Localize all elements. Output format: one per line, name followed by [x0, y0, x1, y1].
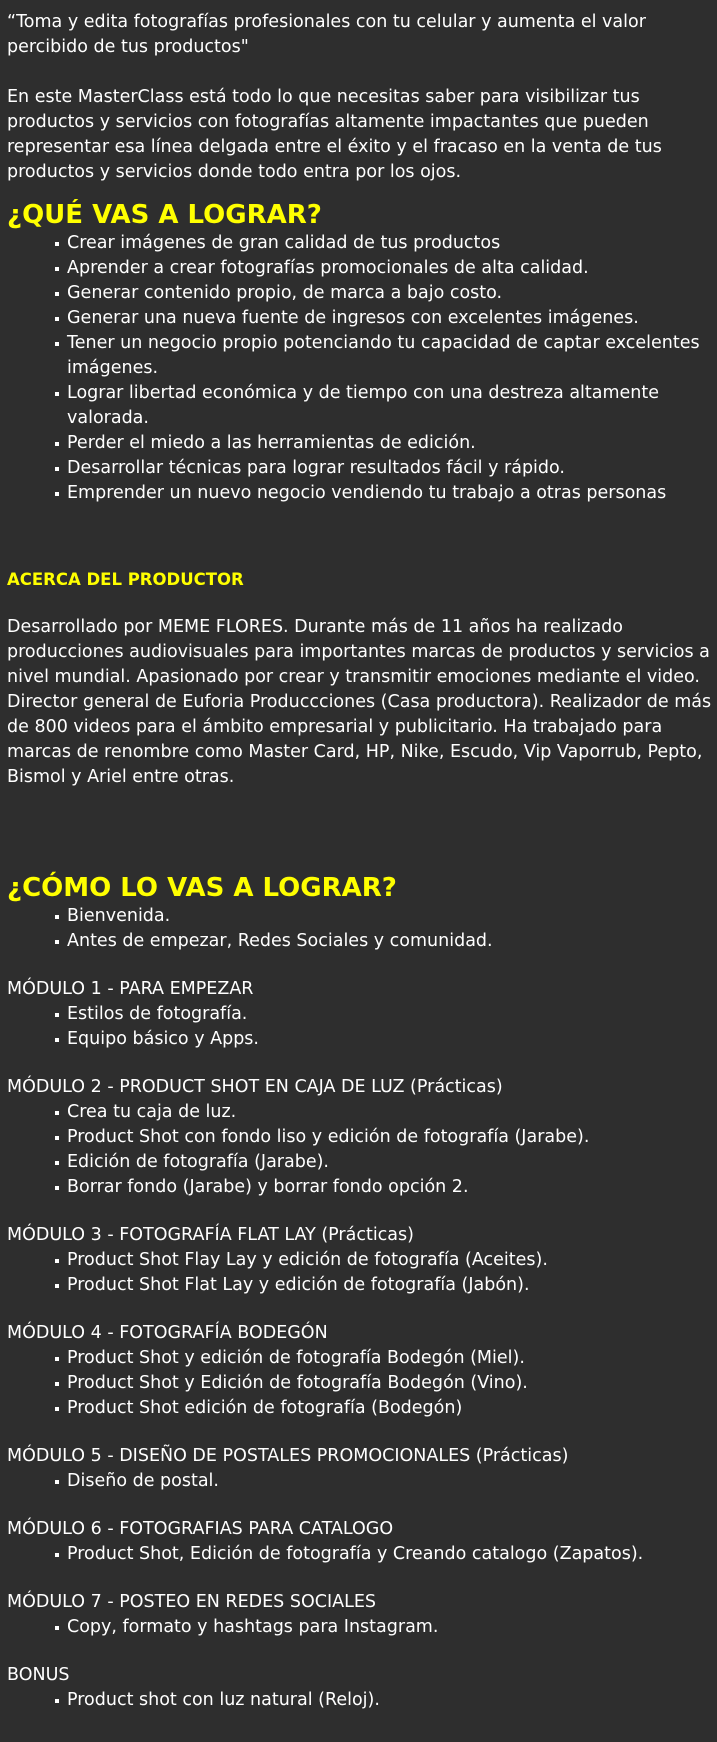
- list-item: Product shot con luz natural (Reloj).: [55, 1688, 717, 1713]
- goals-list: [7, 231, 717, 506]
- list-item: Copy, formato y hashtags para Instagram.: [55, 1615, 717, 1640]
- module-7: [7, 1590, 717, 1640]
- module-5: [7, 1444, 717, 1494]
- list-item: Bienvenida.: [55, 904, 717, 929]
- module-items: [7, 1615, 717, 1640]
- list-item: Estilos de fotografía.: [55, 1002, 717, 1027]
- list-item: Product Shot y edición de fotografía Bodegón (Miel).: [55, 1346, 717, 1371]
- list-item: Product Shot Flay Lay y edición de fotografía (Aceites).: [55, 1248, 717, 1273]
- list-item: Crea tu caja de luz.: [55, 1100, 717, 1125]
- module-2: [7, 1075, 717, 1200]
- intro-description: En este MasterClass está todo lo que necesitas saber para visibilizar tus productos y servicios con fotografías altamente impactantes que pueden representar esa línea delgada entre el éxito y el fracaso en la venta de tus productos y servicios donde todo entra por los ojos.: [7, 87, 662, 182]
- module-6: [7, 1517, 717, 1567]
- list-item: Lograr libertad económica y de tiempo con una destreza altamente valorada.: [55, 381, 717, 431]
- list-item: Diseño de postal.: [55, 1469, 717, 1494]
- list-item: Emprender un nuevo negocio vendiendo tu trabajo a otras personas: [55, 481, 717, 506]
- list-item: Edición de fotografía (Jarabe).: [55, 1150, 717, 1175]
- list-item: Generar una nueva fuente de ingresos con excelentes imágenes.: [55, 306, 717, 331]
- module-title: MÓDULO 7 - POSTEO EN REDES SOCIALES: [7, 1592, 376, 1612]
- module-title: MÓDULO 5 - DISEÑO DE POSTALES PROMOCIONALES (Prácticas): [7, 1446, 569, 1466]
- list-item: Product Shot Flat Lay y edición de fotografía (Jabón).: [55, 1273, 717, 1298]
- list-item: Borrar fondo (Jarabe) y borrar fondo opción 2.: [55, 1175, 717, 1200]
- module-title: MÓDULO 1 - PARA EMPEZAR: [7, 979, 254, 999]
- module-title: MÓDULO 6 - FOTOGRAFIAS PARA CATALOGO: [7, 1519, 394, 1539]
- list-item: Desarrollar técnicas para lograr resultados fácil y rápido.: [55, 456, 717, 481]
- module-items: [7, 1469, 717, 1494]
- module-title: BONUS: [7, 1665, 70, 1685]
- curriculum-heading: ¿CÓMO LO VAS A LOGRAR?: [7, 873, 397, 903]
- list-item: Perder el miedo a las herramientas de edición.: [55, 431, 717, 456]
- list-item: Aprender a crear fotografías promocionales de alta calidad.: [55, 256, 717, 281]
- list-item: Generar contenido propio, de marca a bajo costo.: [55, 281, 717, 306]
- list-item: Antes de empezar, Redes Sociales y comunidad.: [55, 929, 717, 954]
- module-items: [7, 1346, 717, 1421]
- producer-heading: ACERCA DEL PRODUCTOR: [7, 570, 244, 589]
- module-4: [7, 1321, 717, 1421]
- module-title: MÓDULO 4 - FOTOGRAFÍA BODEGÓN: [7, 1323, 328, 1343]
- module-items: [7, 1248, 717, 1298]
- list-item: Tener un negocio propio potenciando tu capacidad de captar excelentes imágenes.: [55, 331, 717, 381]
- list-item: Product Shot con fondo liso y edición de fotografía (Jarabe).: [55, 1125, 717, 1150]
- module-items: [7, 1100, 717, 1200]
- list-item: Product Shot, Edición de fotografía y Creando catalogo (Zapatos).: [55, 1542, 717, 1567]
- list-item: Equipo básico y Apps.: [55, 1027, 717, 1052]
- module-items: [7, 1002, 717, 1052]
- module-items: [7, 1542, 717, 1567]
- intro-quote: “Toma y edita fotografías profesionales con tu celular y aumenta el valor percibido de tus productos": [7, 12, 646, 57]
- list-item: Product Shot edición de fotografía (Bodegón): [55, 1396, 717, 1421]
- list-item: Crear imágenes de gran calidad de tus productos: [55, 231, 717, 256]
- curriculum-intro-list: [7, 904, 717, 954]
- module-3: [7, 1223, 717, 1298]
- module-items: [7, 1688, 717, 1713]
- module-bonus: [7, 1663, 717, 1713]
- module-title: MÓDULO 3 - FOTOGRAFÍA FLAT LAY (Prácticas): [7, 1225, 414, 1245]
- producer-bio: Desarrollado por MEME FLORES. Durante más de 11 años ha realizado producciones audiovisuales para importantes marcas de productos y servicios a nivel mundial. Apasionado por crear y transmitir emociones mediante el video. Director general de Euforia Produccciones (Casa productora). Realizador de más de 800 videos para el ámbito empresarial y publicitario. Ha trabajado para marcas de renombre como Master Card, HP, Nike, Escudo, Vip Vaporrub, Pepto, Bismol y Ariel entre otras.: [7, 617, 712, 787]
- module-1: [7, 977, 717, 1052]
- list-item: Product Shot y Edición de fotografía Bodegón (Vino).: [55, 1371, 717, 1396]
- goals-heading: ¿QUÉ VAS A LOGRAR?: [7, 200, 322, 230]
- module-title: MÓDULO 2 - PRODUCT SHOT EN CAJA DE LUZ (Prácticas): [7, 1077, 503, 1097]
